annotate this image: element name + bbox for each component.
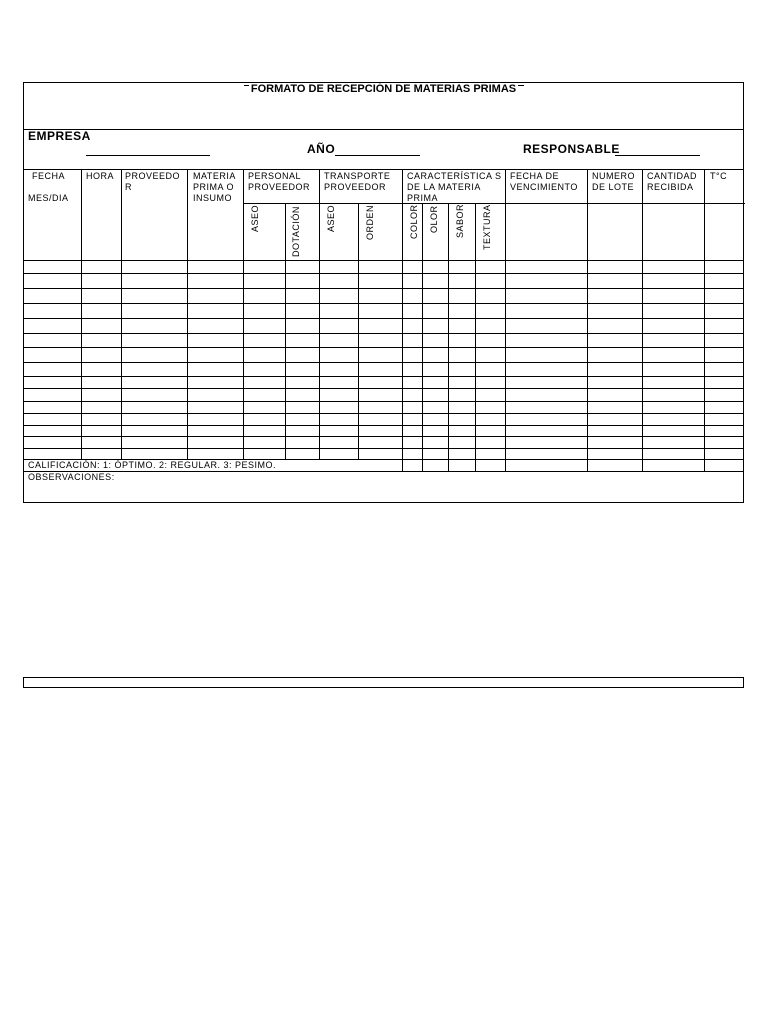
footer-box xyxy=(23,677,744,688)
col-caracteristicas: CARACTERÍSTICA S DE LA MATERIA PRIMA xyxy=(407,171,502,203)
col-line xyxy=(422,203,423,471)
sub-dotacion: DOTACIÓN xyxy=(291,206,301,257)
row-line xyxy=(24,303,743,304)
reception-form xyxy=(23,82,744,503)
col-line xyxy=(505,169,506,471)
empresa-field[interactable] xyxy=(86,155,210,156)
col-line xyxy=(402,169,403,471)
col-hora: HORA xyxy=(86,171,115,181)
row-line xyxy=(24,318,743,319)
responsable-label: RESPONSABLE xyxy=(523,142,620,156)
col-line xyxy=(187,169,188,459)
col-line xyxy=(243,169,244,459)
col-personal-proveedor: PERSONAL PROVEEDOR xyxy=(248,171,311,192)
row-line xyxy=(24,333,743,334)
header-bottom-line xyxy=(24,260,743,261)
col-materia-prima: MATERIA PRIMA O INSUMO xyxy=(193,171,236,203)
row-line xyxy=(24,436,743,437)
row-line xyxy=(24,288,743,289)
col-line xyxy=(121,169,122,459)
col-line xyxy=(642,169,643,471)
row-line xyxy=(24,413,743,414)
row-line xyxy=(24,388,743,389)
col-fecha-vencimiento: FECHA DE VENCIMIENTO xyxy=(510,171,578,192)
header-top-line xyxy=(24,169,743,170)
row-line xyxy=(24,347,743,348)
row-line xyxy=(24,401,743,402)
title-divider xyxy=(24,129,743,130)
col-line xyxy=(81,169,82,459)
sub-sabor: SABOR xyxy=(455,203,465,238)
col-mes-dia: MES/DIA xyxy=(28,193,69,203)
sub-aseo-transporte: ASEO xyxy=(326,204,336,232)
sub-olor: OLOR xyxy=(429,205,439,233)
sub-textura: TEXTURA xyxy=(482,204,492,250)
row-line xyxy=(24,362,743,363)
col-line xyxy=(475,203,476,471)
col-line xyxy=(358,203,359,459)
anio-label: AÑO xyxy=(307,142,336,156)
row-line xyxy=(24,273,743,274)
sub-orden: ORDEN xyxy=(365,204,375,240)
col-line xyxy=(704,169,705,471)
col-line xyxy=(448,203,449,471)
responsable-field[interactable] xyxy=(615,155,700,156)
row-line xyxy=(24,376,743,377)
anio-field[interactable] xyxy=(335,155,420,156)
col-line xyxy=(285,203,286,459)
row-line xyxy=(24,448,743,449)
col-fecha: FECHA xyxy=(32,171,66,181)
observaciones-label: OBSERVACIONES: xyxy=(28,472,115,482)
col-transporte-proveedor: TRANSPORTE PROVEEDOR xyxy=(324,171,391,192)
col-line xyxy=(319,169,320,459)
col-proveedor: PROVEEDO R xyxy=(125,171,181,192)
empresa-label: EMPRESA xyxy=(28,129,91,143)
row-line xyxy=(24,425,743,426)
col-line xyxy=(587,169,588,471)
col-numero-lote: NUMERO DE LOTE xyxy=(592,171,635,192)
col-cantidad-recibida: CANTIDAD RECIBIDA xyxy=(647,171,698,192)
sub-color: COLOR xyxy=(409,204,419,239)
form-title: FORMATO DE RECEPCIÓN DE MATERIAS PRIMAS xyxy=(250,83,517,95)
col-temperatura: T°C xyxy=(710,171,728,181)
observaciones-line xyxy=(24,471,743,472)
sub-aseo-personal: ASEO xyxy=(250,204,260,232)
calificacion-legend: CALIFICACIÓN: 1: ÓPTIMO. 2: REGULAR. 3: PESIMO. xyxy=(28,460,277,470)
